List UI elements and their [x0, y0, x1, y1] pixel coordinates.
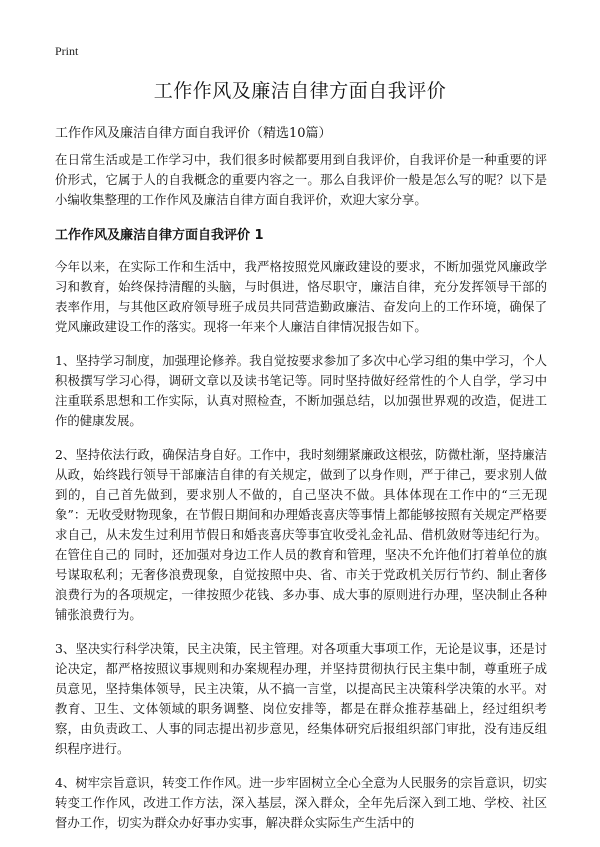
intro-paragraph: 在日常生活或是工作学习中，我们很多时候都要用到自我评价，自我评价是一种重要的评价形式，它属于人的自我概念的重要内容之一。那么自我评价一般是怎么写的呢？以下是小编收集整理的工作作风及廉洁自律方面自我评价，欢迎大家分享。 — [55, 152, 547, 207]
body-paragraph: 2、坚持依法行政，确保洁身自好。工作中，我时刻绷紧廉政这根弦，防微杜渐，坚持廉洁从政，始终践行领导干部廉洁自律的有关规定，做到了以身作则，严于律己，要求别人做到的，自己首先做到，要求别人不做的，自己坚决不做。具体体现在工作中的“三无现象”：无收受财物现象，在节假日期间和办理婚丧喜庆等事情上都能够按照有关规定严格要求自己，从未发生过利用节假日和婚丧喜庆等事宜收受礼金礼品、借机敛财等违纪行为。在管住自己的 同时，还加强对身边工作人员的教育和管理，坚决不允许他们打着单位的旗号谋取私利；无奢侈浪费现象，自觉按照中央、省、市关于党政机关厉行节约、制止奢侈浪费行为的各项规定，一律按照少花钱、多办事、成大事的原则进行办理，坚决制止各种铺张浪费行为。 — [55, 447, 547, 622]
body-paragraph: 1、坚持学习制度，加强理论修养。我自觉按要求参加了多次中心学习组的集中学习，个人积极撰写学习心得，调研文章以及读书笔记等。同时坚持做好经常性的个人自学，学习中注重联系思想和工作实际，认真对照检查，不断加强总结，以加强世界观的改造，促进工作的健康发展。 — [55, 353, 547, 428]
document-subtitle: 工作作风及廉洁自律方面自我评价（精选10篇） — [55, 126, 332, 141]
print-link[interactable]: Print — [55, 44, 79, 58]
section-heading: 工作作风及廉洁自律方面自我评价 1 — [55, 228, 264, 243]
page-title: 工作作风及廉洁自律方面自我评价 — [153, 80, 447, 102]
body-paragraph: 今年以来，在实际工作和生活中，我严格按照党风廉政建设的要求，不断加强党风廉政学习和教育，始终保持清醒的头脑，与时俱进，恪尽职守，廉洁自律，充分发挥领导干部的表率作用，与其他区政府领导班子成员共同营造勤政廉洁、奋发向上的工作环境，确保了党风廉政建设工作的落实。现将一年来个人廉洁自律情况报告如下。 — [55, 259, 547, 334]
body-paragraph: 3、坚决实行科学决策，民主决策，民主管理。对各项重大事项工作，无论是议事，还是讨论决定，都严格按照议事规则和办案规程办理，并坚持贯彻执行民主集中制，尊重班子成员意见，坚持集体领导，民主决策，从不搞一言堂，以提高民主决策科学决策的水平。对教育、卫生、文体领域的职务调整、岗位安排等，都是在群众推荐基础上，经过组织考察，由负责政工、人事的同志提出初步意见，经集体研究后报组织部门审批，没有违反组织程序进行。 — [55, 641, 547, 756]
body-paragraph: 4、树牢宗旨意识，转变工作作风。进一步牢固树立全心全意为人民服务的宗旨意识，切实转变工作作风，改进工作方法，深入基层，深入群众，全年先后深入到工地、学校、社区督办工作，切实为群众办好事办实事，解决群众实际生产生活中的 — [55, 775, 547, 830]
article-body — [55, 150, 547, 847]
